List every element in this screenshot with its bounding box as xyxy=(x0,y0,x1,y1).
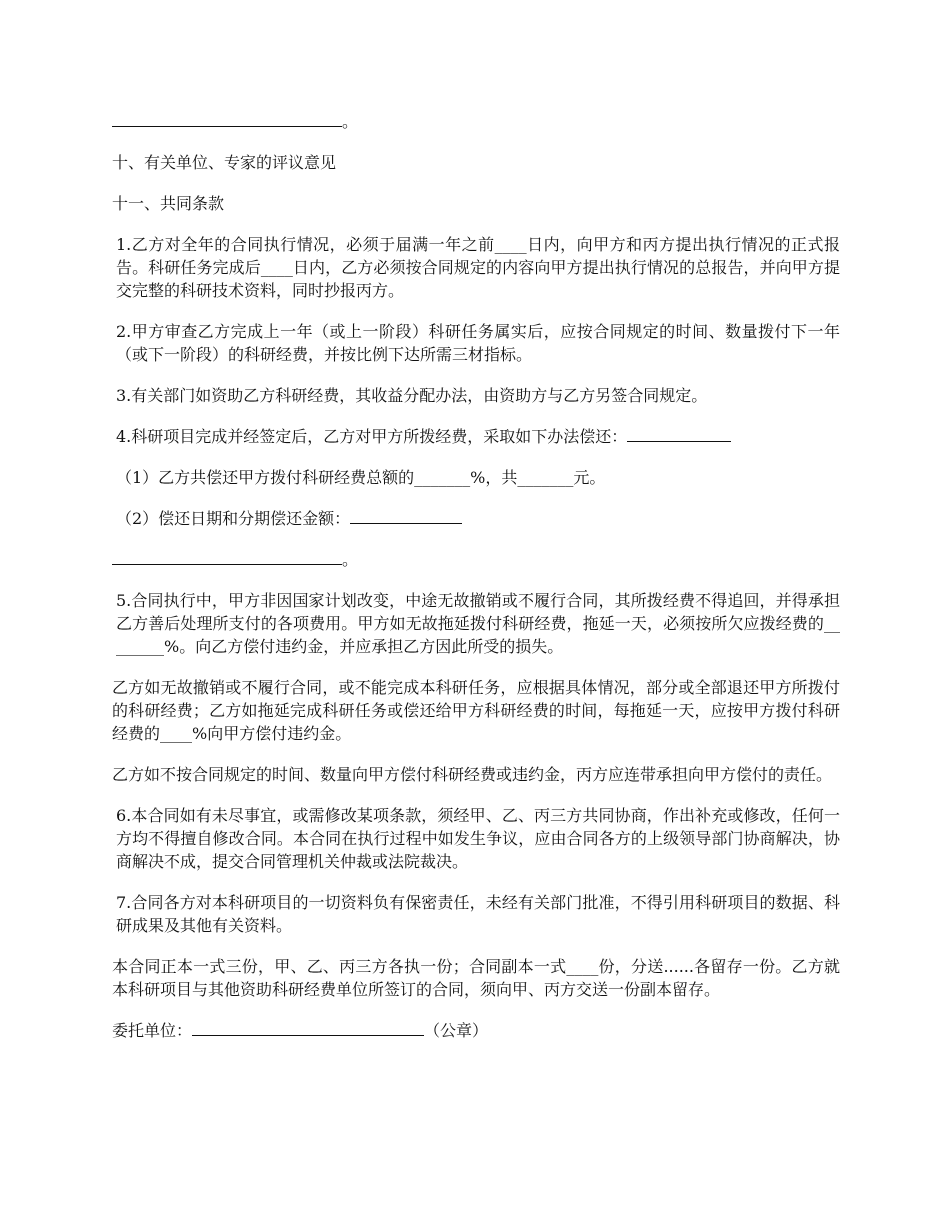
continuation-line: 。 xyxy=(112,548,840,571)
section-heading-10: 十、有关单位、专家的评议意见 xyxy=(112,153,337,172)
clause-7: 7.合同各方对本科研项目的一切资料负有保密责任，未经有关部门批准，不得引用科研项目的数据、科研成果及其他有关资料。 xyxy=(116,893,840,935)
blank-line xyxy=(192,1021,424,1036)
blank-line xyxy=(627,427,731,442)
paragraph-breach-party-b: 乙方如无故撤销或不履行合同，或不能完成本科研任务，应根据具体情况，部分或全部退还甲方所拨付的科研经费；乙方如拖延完成科研任务或偿还给甲方科研经费的时间，每拖延一天，应按甲方拨付科研经费的____%向甲方偿付违约金。 xyxy=(112,678,840,743)
section-heading-11: 十一、共同条款 xyxy=(112,194,225,213)
clause-4-item-1: （1）乙方共偿还甲方拨付科研经费总额的_______%，共_______元。 xyxy=(116,468,606,487)
blank-line xyxy=(112,550,342,565)
clause-1: 1.乙方对全年的合同执行情况，必须于届满一年之前____日内，向甲方和丙方提出执行情况的正式报告。科研任务完成后____日内，乙方必须按合同规定的内容向甲方提出执行情况的总报告，并向甲方提交完整的科研技术资料，同时抄报丙方。 xyxy=(116,235,840,300)
signature-line: 委托单位： （公章） xyxy=(112,1021,489,1040)
clause-6: 6.本合同如有未尽事宜，或需修改某项条款，须经甲、乙、丙三方共同协商，作出补充或修改，任何一方均不得擅自修改合同。本合同在执行过程中如发生争议，应由合同各方的上级领导部门协商解决，协商解决不成，提交合同管理机关仲裁或法院裁决。 xyxy=(116,806,840,871)
clause-4-item-2: （2）偿还日期和分期偿还金额： xyxy=(112,507,840,530)
document-page xyxy=(112,110,840,1060)
continuation-line: 。 xyxy=(112,110,840,133)
paragraph-joint-liability: 乙方如不按合同规定的时间、数量向甲方偿付科研经费或违约金，丙方应连带承担向甲方偿付的责任。 xyxy=(112,765,833,784)
clause-3: 3.有关部门如资助乙方科研经费，其收益分配办法，由资助方与乙方另签合同规定。 xyxy=(116,386,708,405)
clause-2: 2.甲方审查乙方完成上一年（或上一阶段）科研任务属实后，应按合同规定的时间、数量拨付下一年（或下一阶段）的科研经费，并按比例下达所需三材指标。 xyxy=(116,322,840,364)
paragraph-copies: 本合同正本一式三份，甲、乙、丙三方各执一份；合同副本一式____份，分送......各留存一份。乙方就本科研项目与其他资助科研经费单位所签订的合同，须向甲、丙方交送一份副本留存。 xyxy=(112,957,840,999)
clause-5: 5.合同执行中，甲方非因国家计划改变，中途无故撤销或不履行合同，其所拨经费不得追回，并得承担乙方善后处理所支付的各项费用。甲方如无故拖延拨付科研经费，拖延一天，必须按所欠应拨经费的________%。向乙方偿付违约金，并应承担乙方因此所受的损失。 xyxy=(116,591,840,656)
clause-4: 4.科研项目完成并经签定后，乙方对甲方所拨经费，采取如下办法偿还： xyxy=(112,425,840,448)
blank-line xyxy=(350,509,462,524)
blank-line xyxy=(112,112,342,127)
